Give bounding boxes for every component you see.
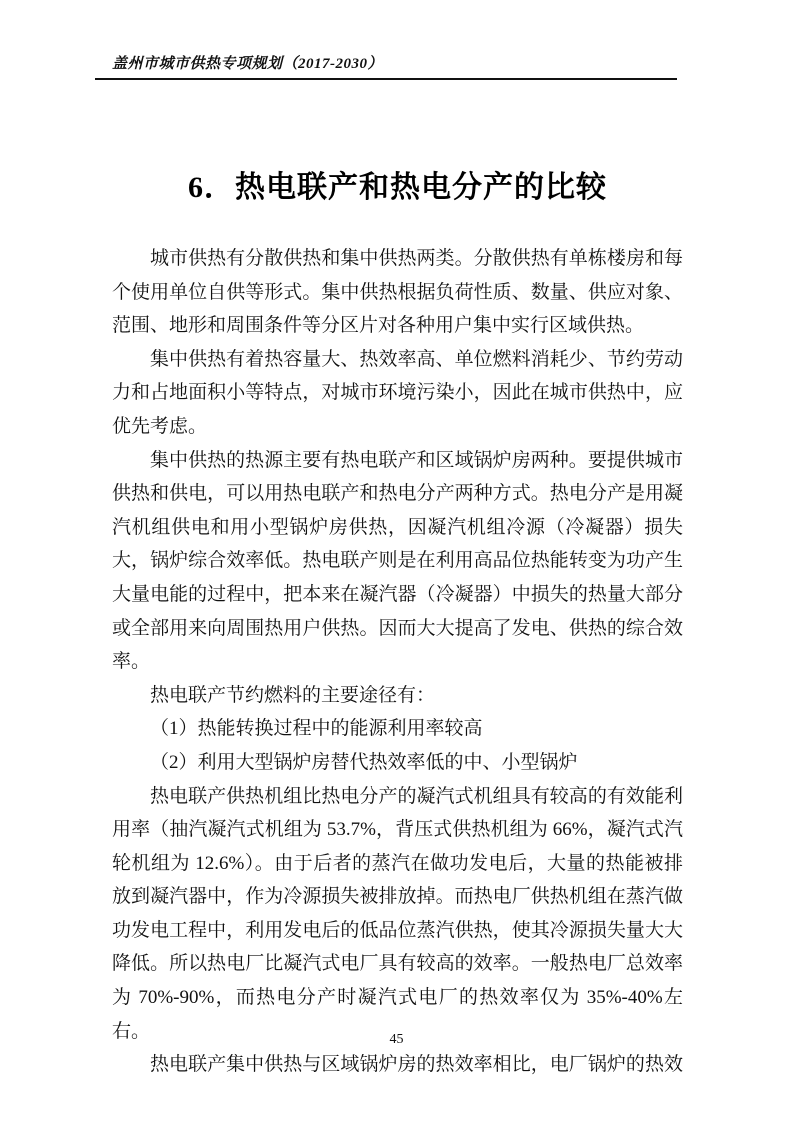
section-title: 6．热电联产和热电分产的比较 [188,171,607,204]
header-title: 盖州市城市供热专项规划（2017-2030） [112,56,383,72]
paragraph-heat-sources: 集中供热的热源主要有热电联产和区域锅炉房两种。要提供城市供热和供电，可以用热电联产和热电分产两种方式。热电分产是用凝汽机组供电和用小型锅炉房供热，因凝汽机组冷源（冷凝器）损失大，锅炉综合效率低。热电联产则是在利用高品位热能转变为功产生大量电能的过程中，把本来在凝汽器（冷凝器）中损失的热量大部分或全部用来向周围热用户供热。因而大大提高了发电、供热的综合效率。 [112,449,683,673]
page-footer [0,1032,793,1048]
document-body [112,242,683,1082]
list-item-1: （1）热能转换过程中的能源利用率较高 [150,718,483,740]
paragraph-intro: 城市供热有分散供热和集中供热两类。分散供热有单栋楼房和每个使用单位自供等形式。集中供热根据负荷性质、数量、供应对象、范围、地形和周围条件等分区片对各种用户集中实行区域供热。 [112,248,683,337]
paragraph-fuel-saving-lead: 热电联产节约燃料的主要途径有： [150,684,436,706]
paragraph-central-heating-advantages: 集中供热有着热容量大、热效率高、单位燃料消耗少、节约劳动力和占地面积小等特点，对城市环境污染小，因此在城市供热中，应优先考虑。 [112,348,683,437]
page-header [95,52,677,80]
paragraph-boiler-comparison-cutoff: 热电联产集中供热与区域锅炉房的热效率相比，电厂锅炉的热效 [150,1054,683,1076]
page-number: 45 [389,1032,404,1047]
list-item-2: （2）利用大型锅炉房替代热效率低的中、小型锅炉 [150,751,578,773]
paragraph-efficiency-comparison: 热电联产供热机组比热电分产的凝汽式机组具有较高的有效能利用率（抽汽凝汽式机组为 53.7%，背压式供热机组为 66%，凝汽式汽轮机组为 12.6%）。由于后者的蒸汽在做功发电后，大量的热能被排放到凝汽器中，作为冷源损失被排放掉。而热电厂供热机组在蒸汽做功发电工程中，利用发电后的低品位蒸汽供热，使其冷源损失量大大降低。所以热电厂比凝汽式电厂具有较高的效率。一般热电厂总效率为 70%-90%，而热电分产时凝汽式电厂的热效率仅为 35%-40%左右。 [112,785,683,1042]
